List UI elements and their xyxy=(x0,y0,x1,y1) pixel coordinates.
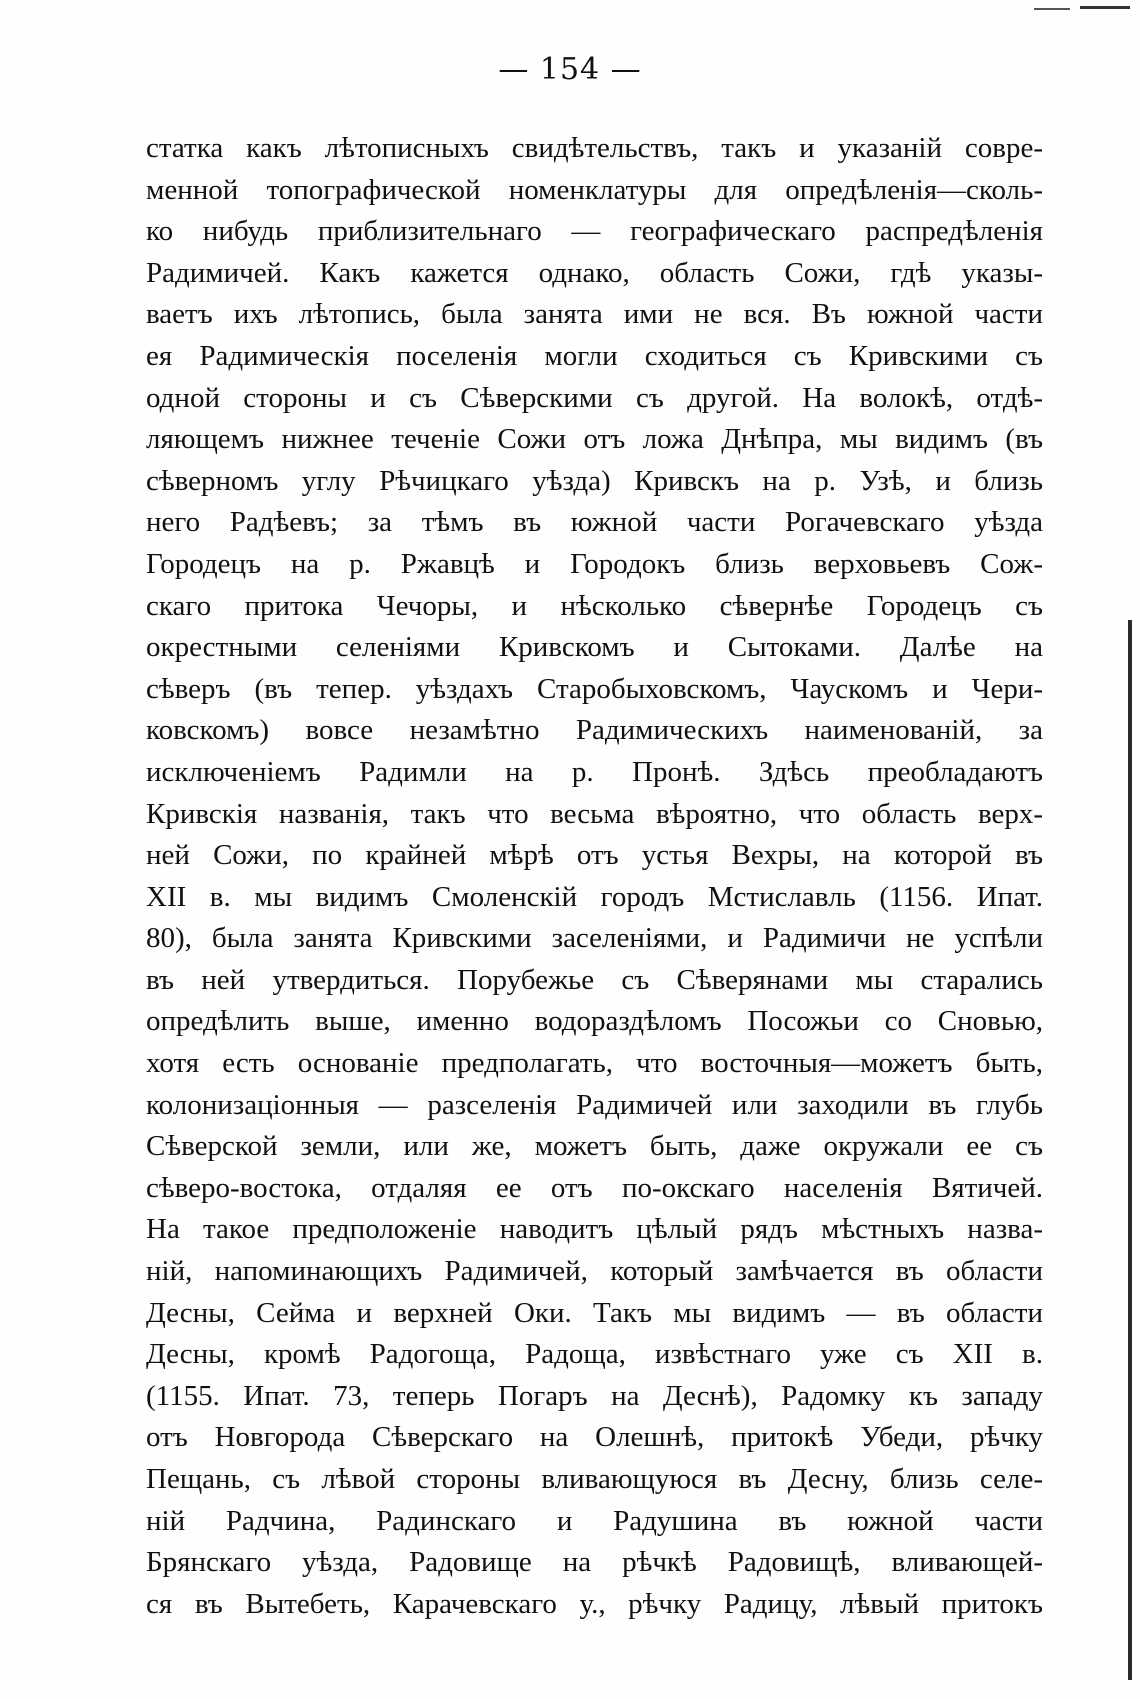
body-text xyxy=(146,128,1043,1625)
text-line: опредѣлить выше, именно водораздѣломъ Посожьи со Сновью, xyxy=(146,1005,1043,1038)
text-line: ляющемъ нижнее теченіе Сожи отъ ложа Днѣпра, мы видимъ (въ xyxy=(146,423,1043,456)
text-line: ваетъ ихъ лѣтопись, была занята ими не вся. Въ южной части xyxy=(146,298,1043,331)
text-line: ся въ Вытебеть, Карачевскаго у., рѣчку Радицу, лѣвый притокъ xyxy=(146,1587,1043,1620)
text-line: ній Радчина, Радинскаго и Радушина въ южной части xyxy=(146,1504,1043,1537)
text-line: исключеніемъ Радимли на р. Пронѣ. Здѣсь преобладаютъ xyxy=(146,755,1043,788)
text-line: статка какъ лѣтописныхъ свидѣтельствъ, такъ и указаній совре- xyxy=(146,132,1043,164)
text-line: XII в. мы видимъ Смоленскій городъ Мстиславль (1156. Ипат. xyxy=(146,880,1043,913)
text-line: На такое предположеніе наводитъ цѣлый рядъ мѣстныхъ назва- xyxy=(146,1213,1043,1246)
text-line: Сѣверской земли, или же, можетъ быть, даже окружали ее съ xyxy=(146,1130,1043,1163)
text-line: сѣверномъ углу Рѣчицкаго уѣзда) Кривскъ на р. Узѣ, и близь xyxy=(146,464,1043,497)
text-line: ея Радимическія поселенія могли сходиться съ Кривскими съ xyxy=(146,339,1043,372)
page-edge-rule xyxy=(1128,620,1132,1680)
text-line: Десны, Сейма и верхней Оки. Такъ мы видимъ — въ области xyxy=(146,1296,1043,1329)
text-line: отъ Новгорода Сѣверскаго на Олешнѣ, притокѣ Убеди, рѣчку xyxy=(146,1421,1043,1454)
text-line: сѣверо-востока, отдаляя ее отъ по-окскаго населенія Вятичей. xyxy=(146,1171,1043,1204)
text-line: окрестными селеніями Кривскомъ и Сытоками. Далѣе на xyxy=(146,631,1043,664)
text-line: Брянскаго уѣзда, Радовище на рѣчкѣ Радовищѣ, вливающей- xyxy=(146,1546,1043,1579)
text-line: Десны, кромѣ Радогоща, Радоща, извѣстнаго уже съ XII в. xyxy=(146,1338,1043,1371)
text-line: ній, напоминающихъ Радимичей, который замѣчается въ области xyxy=(146,1255,1043,1288)
text-line: (1155. Ипат. 73, теперь Погаръ на Деснѣ), Радомку къ западу xyxy=(146,1379,1043,1412)
text-line: въ ней утвердиться. Порубежье съ Сѣверянами мы старались xyxy=(146,963,1043,996)
text-line: ко нибудь приблизительнаго — географическаго распредѣленія xyxy=(146,215,1043,248)
text-line: ковскомъ) вовсе незамѣтно Радимическихъ наименованій, за xyxy=(146,714,1043,747)
text-line: одной стороны и съ Сѣверскими съ другой. На волокѣ, отдѣ- xyxy=(146,381,1043,414)
text-line: него Радѣевъ; за тѣмъ въ южной части Рогачевскаго уѣзда xyxy=(146,506,1043,539)
text-line: Радимичей. Какъ кажется однако, область Сожи, гдѣ указы- xyxy=(146,256,1043,289)
page-number: — 154 — xyxy=(498,52,642,87)
text-line: сѣверъ (въ тепер. уѣздахъ Старобыховскомъ, Чаускомъ и Чери- xyxy=(146,672,1043,705)
scan-edge-mark xyxy=(1034,8,1070,10)
text-line: колонизаціонныя — разселенія Радимичей или заходили въ глубь xyxy=(146,1088,1043,1121)
scan-edge-mark xyxy=(1080,6,1130,9)
text-line: 80), была занята Кривскими заселеніями, и Радимичи не успѣли xyxy=(146,922,1043,955)
text-line: хотя есть основаніе предполагать, что восточныя—можетъ быть, xyxy=(146,1047,1043,1080)
text-line: Городецъ на р. Ржавцѣ и Городокъ близь верховьевъ Сож- xyxy=(146,547,1043,580)
text-line: Пещань, съ лѣвой стороны вливающуюся въ Десну, близь селе- xyxy=(146,1463,1043,1495)
text-line: скаго притока Чечоры, и нѣсколько сѣвернѣе Городецъ съ xyxy=(146,589,1043,622)
text-line: ней Сожи, по крайней мѣрѣ отъ устья Вехры, на которой въ xyxy=(146,839,1043,872)
text-line: менной топографической номенклатуры для опредѣленія—сколь- xyxy=(146,173,1043,206)
text-line: Кривскія названія, такъ что весьма вѣроятно, что область верх- xyxy=(146,797,1043,830)
